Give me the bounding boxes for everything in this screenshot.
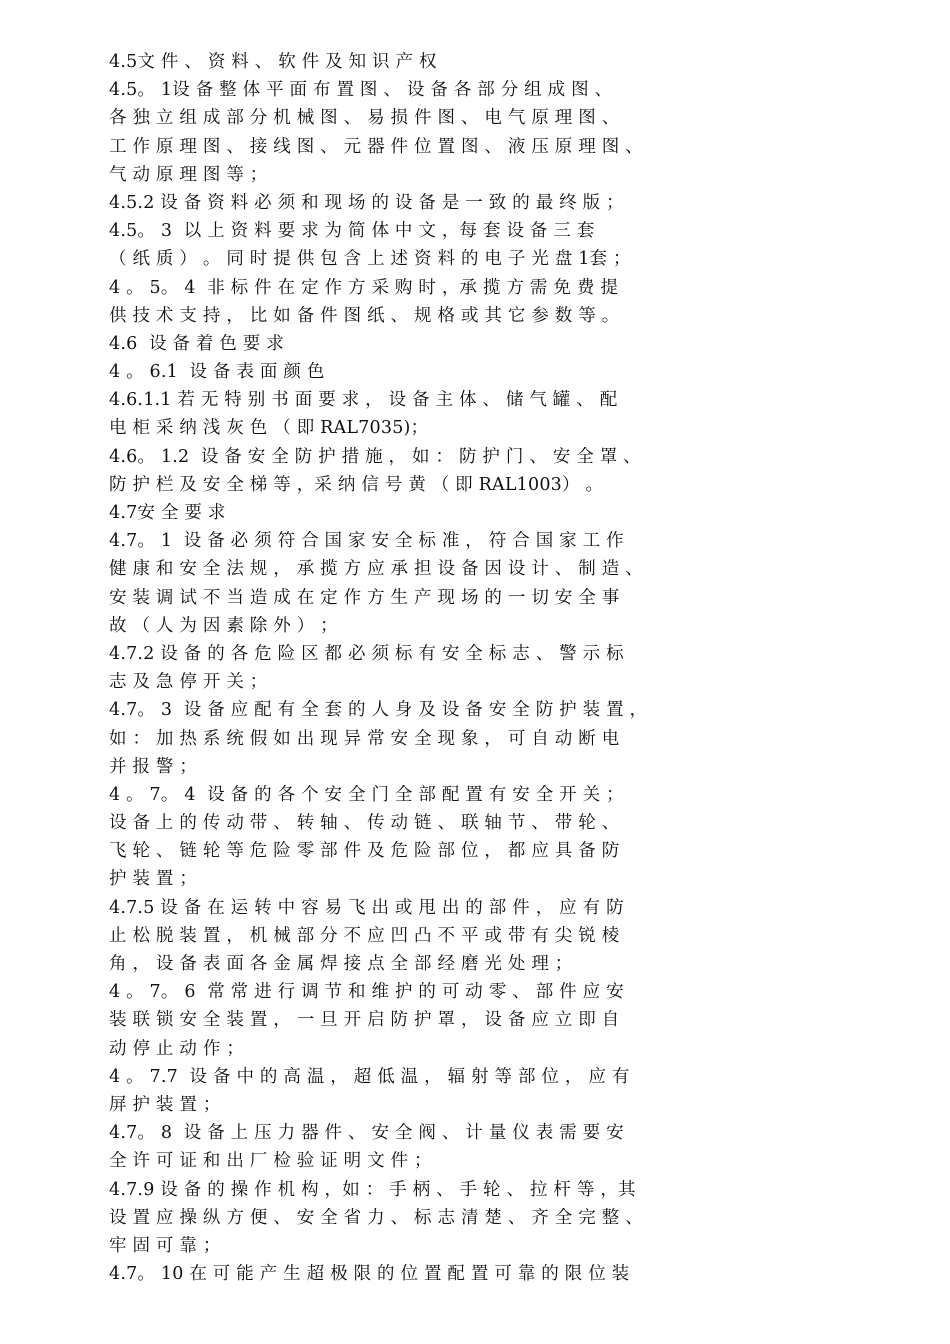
text-line: 各 独 立 组 成 部 分 机 械 图 、 易 损 件 图 、 电 气 原 理 图 、 [109, 108, 620, 129]
text-line: 屏 护 装 置 ； [109, 1094, 221, 1115]
text-line: 4.7安 全 要 求 [109, 503, 226, 523]
text-line: 4 。 7.7 设 备 中 的 高 温 ， 超 低 温 ， 辐 射 等 部 位 ， 应 有 [109, 1066, 630, 1087]
text-line: 4.7.2 设 备 的 各 危 险 区 都 必 须 标 有 安 全 标 志 、 警 示 标 [109, 643, 624, 664]
text-line: 护 装 置 ； [109, 869, 198, 890]
text-line: 4.5.2 设 备 资 料 必 须 和 现 场 的 设 备 是 一 致 的 最 终 版 ； [109, 192, 624, 213]
text-line: 动 停 止 动 作 ； [109, 1038, 245, 1059]
document-body [109, 48, 869, 1288]
text-line: 4.6 设 备 着 色 要 求 [109, 333, 284, 354]
text-line: 4 。 7。 6 常 常 进 行 调 节 和 维 护 的 可 动 零 、 部 件 应 安 [109, 982, 624, 1003]
text-line: 4.7。 3 设 备 应 配 有 全 套 的 人 身 及 设 备 安 全 防 护 装 置 ， [109, 700, 648, 721]
text-line: 角 ， 设 备 表 面 各 金 属 焊 接 点 全 部 经 磨 光 处 理 ； [109, 954, 573, 974]
text-line: 装 联 锁 安 全 装 置 ， 一 旦 开 启 防 护 罩 ， 设 备 应 立 即 自 [109, 1010, 620, 1031]
text-line: 健 康 和 安 全 法 规 ， 承 揽 方 应 承 担 设 备 因 设 计 、 制 造 、 [109, 559, 643, 580]
text-line: 安 装 调 试 不 当 造 成 在 定 作 方 生 产 现 场 的 一 切 安 全 事 [109, 587, 620, 608]
text-line: 4.6.1.1 若 无 特 别 书 面 要 求 ， 设 备 主 体 、 储 气 罐 、 配 [109, 390, 618, 411]
text-line: 4.7。 10 在 可 能 产 生 超 极 限 的 位 置 配 置 可 靠 的 限 位 装 [109, 1264, 630, 1285]
text-line: 飞 轮 、 链 轮 等 危 险 零 部 件 及 危 险 部 位 ， 都 应 具 备 防 [109, 841, 620, 862]
text-line: 志 及 急 停 开 关 ； [109, 672, 268, 693]
text-line: 电 柜 采 纳 浅 灰 色 （ 即 RAL7035)； [109, 418, 429, 439]
text-line: 4.5文 件 、 资 料 、 软 件 及 知 识 产 权 [109, 52, 437, 72]
text-line: 设 备 上 的 传 动 带 、 转 轴 、 传 动 链 、 联 轴 节 、 带 轮 、 [109, 813, 620, 834]
text-line: 气 动 原 理 图 等 ； [109, 164, 268, 185]
text-line: 4.7。 8 设 备 上 压 力 器 件 、 安 全 阀 、 计 量 仪 表 需 要 安 [109, 1123, 624, 1144]
text-line: 全 许 可 证 和 出 厂 检 验 证 明 文 件 ； [109, 1151, 432, 1172]
text-line: 4 。 7。 4 设 备 的 各 个 安 全 门 全 部 配 置 有 安 全 开 关 ； [109, 784, 624, 805]
text-line: 4.5。 1设 备 整 体 平 面 布 置 图 、 设 备 各 部 分 组 成 图 、 [109, 80, 613, 101]
text-line: 如 ： 加 热 系 统 假 如 出 现 异 常 安 全 现 象 ， 可 自 动 断 电 [109, 728, 620, 749]
text-line: 故 （ 人 为 因 素 除 外 ） ； [109, 615, 338, 636]
text-line: 4.7.9 设 备 的 操 作 机 构 ，如 ： 手 柄 、 手 轮 、 拉 杆 等 ，其 [109, 1179, 636, 1200]
text-line: 4.7.5 设 备 在 运 转 中 容 易 飞 出 或 甩 出 的 部 件 ， 应 有 防 [109, 897, 624, 918]
text-line: 4.5。 3 以 上 资 料 要 求 为 简 体 中 文 ，每 套 设 备 三 套 [109, 221, 595, 242]
text-line: 4.7。 1 设 备 必 须 符 合 国 家 安 全 标 准 ， 符 合 国 家 工 作 [109, 531, 624, 552]
text-line: 并 报 警 ； [109, 756, 198, 777]
text-line: 止 松 脱 装 置 ， 机 械 部 分 不 应 凹 凸 不 平 或 带 有 尖 锐 棱 [109, 925, 620, 946]
text-line: 防 护 栏 及 安 全 梯 等 ，采 纳 信 号 黄 （ 即 RAL1003） 。 [109, 474, 604, 495]
text-line: 牢 固 可 靠 ； [109, 1235, 221, 1256]
text-line: 供 技 术 支 持 ， 比 如 备 件 图 纸 、 规 格 或 其 它 参 数 等 。 [109, 305, 620, 326]
text-line: 工 作 原 理 图 、 接 线 图 、 元 器 件 位 置 图 、 液 压 原 理 图 、 [109, 136, 643, 157]
text-line: 4 。 6.1 设 备 表 面 颜 色 [109, 362, 325, 383]
text-line: 4 。 5。 4 非 标 件 在 定 作 方 采 购 时 ，承 揽 方 需 免 费 提 [109, 277, 619, 298]
text-line: 4.6。 1.2 设 备 安 全 防 护 措 施 ， 如 ： 防 护 门 、 安 全 罩 、 [109, 446, 641, 467]
text-line: 设 置 应 操 纵 方 便 、 安 全 省 力 、 标 志 清 楚 、 齐 全 完 整 、 [109, 1207, 643, 1228]
text-line: （ 纸 质 ） 。 同 时 提 供 包 含 上 述 资 料 的 电 子 光 盘 1套 ； [109, 249, 631, 270]
